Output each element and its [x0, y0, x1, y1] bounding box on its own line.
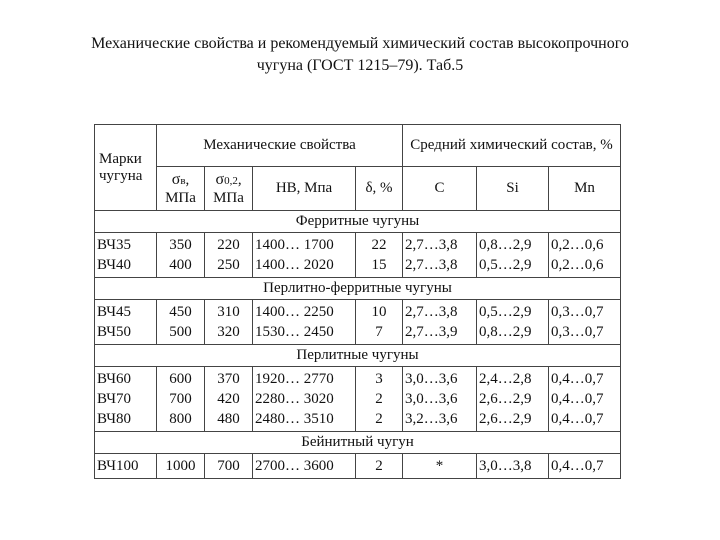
- table-row: [95, 300, 621, 323]
- header-mn: Mn: [549, 167, 621, 211]
- cell-c: 2,7…3,8: [403, 233, 477, 256]
- cell-c: *: [403, 454, 477, 479]
- cell-sigma-b: 500: [157, 322, 205, 345]
- cell-sigma-02: 420: [205, 389, 253, 409]
- cell-grade: ВЧ100: [95, 454, 157, 479]
- cell-hb: 1530… 2450: [253, 322, 356, 345]
- cell-sigma-b: 700: [157, 389, 205, 409]
- cell-delta: 3: [356, 367, 403, 390]
- cell-sigma-02: 370: [205, 367, 253, 390]
- cell-si: 3,0…3,8: [477, 454, 549, 479]
- cell-delta: 7: [356, 322, 403, 345]
- title-line-2: чугуна (ГОСТ 1215–79). Таб.5: [256, 57, 464, 74]
- header-sigma-b: σв, МПа: [157, 167, 205, 211]
- cell-hb: 1920… 2770: [253, 367, 356, 390]
- cell-grade: ВЧ60: [95, 367, 157, 390]
- cell-sigma-02: 310: [205, 300, 253, 323]
- cell-hb: 2280… 3020: [253, 389, 356, 409]
- cell-sigma-b: 600: [157, 367, 205, 390]
- header-hb: HB, Мпа: [253, 167, 356, 211]
- cell-delta: 2: [356, 409, 403, 432]
- title-line-1: Механические свойства и рекомендуемый химический состав высокопрочного: [91, 35, 629, 52]
- cell-si: 2,6…2,9: [477, 389, 549, 409]
- cell-sigma-b: 350: [157, 233, 205, 256]
- cast-iron-properties-table: [94, 124, 621, 479]
- document-title: [40, 33, 680, 77]
- cell-mn: 0,4…0,7: [549, 454, 621, 479]
- cell-mn: 0,2…0,6: [549, 255, 621, 278]
- table-row: [95, 255, 621, 278]
- cell-grade: ВЧ50: [95, 322, 157, 345]
- cell-grade: ВЧ80: [95, 409, 157, 432]
- cell-mn: 0,4…0,7: [549, 389, 621, 409]
- header-chemical-composition: Средний химический состав, %: [403, 125, 621, 167]
- cell-hb: 1400… 1700: [253, 233, 356, 256]
- cell-mn: 0,2…0,6: [549, 233, 621, 256]
- table-row: [95, 454, 621, 479]
- cell-sigma-02: 320: [205, 322, 253, 345]
- cell-grade: ВЧ40: [95, 255, 157, 278]
- table-row: [95, 322, 621, 345]
- cell-si: 0,8…2,9: [477, 233, 549, 256]
- cell-mn: 0,3…0,7: [549, 300, 621, 323]
- cell-hb: 1400… 2020: [253, 255, 356, 278]
- cell-hb: 1400… 2250: [253, 300, 356, 323]
- cell-sigma-b: 450: [157, 300, 205, 323]
- cell-sigma-b: 1000: [157, 454, 205, 479]
- cell-mn: 0,4…0,7: [549, 367, 621, 390]
- section-pearlitic-ferritic: Перлитно-ферритные чугуны: [95, 278, 621, 300]
- cell-delta: 15: [356, 255, 403, 278]
- section-bainitic: Бейнитный чугун: [95, 432, 621, 454]
- cell-si: 2,4…2,8: [477, 367, 549, 390]
- cell-si: 2,6…2,9: [477, 409, 549, 432]
- section-ferritic: Ферритные чугуны: [95, 211, 621, 233]
- cell-delta: 2: [356, 389, 403, 409]
- table-row: [95, 389, 621, 409]
- cell-mn: 0,4…0,7: [549, 409, 621, 432]
- cell-sigma-02: 700: [205, 454, 253, 479]
- cell-hb: 2480… 3510: [253, 409, 356, 432]
- cell-delta: 10: [356, 300, 403, 323]
- cell-c: 3,0…3,6: [403, 367, 477, 390]
- header-mechanical-properties: Механические свойства: [157, 125, 403, 167]
- cell-si: 0,8…2,9: [477, 322, 549, 345]
- cell-grade: ВЧ35: [95, 233, 157, 256]
- section-pearlitic: Перлитные чугуны: [95, 345, 621, 367]
- cell-sigma-b: 400: [157, 255, 205, 278]
- cell-delta: 22: [356, 233, 403, 256]
- cell-sigma-02: 250: [205, 255, 253, 278]
- header-grade: Марки чугуна: [95, 125, 157, 211]
- table-row: [95, 233, 621, 256]
- header-sigma-02: σ0,2, МПа: [205, 167, 253, 211]
- cell-c: 3,2…3,6: [403, 409, 477, 432]
- cell-c: 2,7…3,8: [403, 300, 477, 323]
- cell-grade: ВЧ45: [95, 300, 157, 323]
- cell-sigma-02: 220: [205, 233, 253, 256]
- cell-delta: 2: [356, 454, 403, 479]
- cell-si: 0,5…2,9: [477, 300, 549, 323]
- table-row: [95, 409, 621, 432]
- cell-grade: ВЧ70: [95, 389, 157, 409]
- header-c: C: [403, 167, 477, 211]
- table-row: [95, 367, 621, 390]
- header-delta: δ, %: [356, 167, 403, 211]
- cell-mn: 0,3…0,7: [549, 322, 621, 345]
- cell-c: 2,7…3,8: [403, 255, 477, 278]
- cell-sigma-02: 480: [205, 409, 253, 432]
- cell-sigma-b: 800: [157, 409, 205, 432]
- cell-c: 2,7…3,9: [403, 322, 477, 345]
- cell-hb: 2700… 3600: [253, 454, 356, 479]
- cell-c: 3,0…3,6: [403, 389, 477, 409]
- cell-si: 0,5…2,9: [477, 255, 549, 278]
- header-si: Si: [477, 167, 549, 211]
